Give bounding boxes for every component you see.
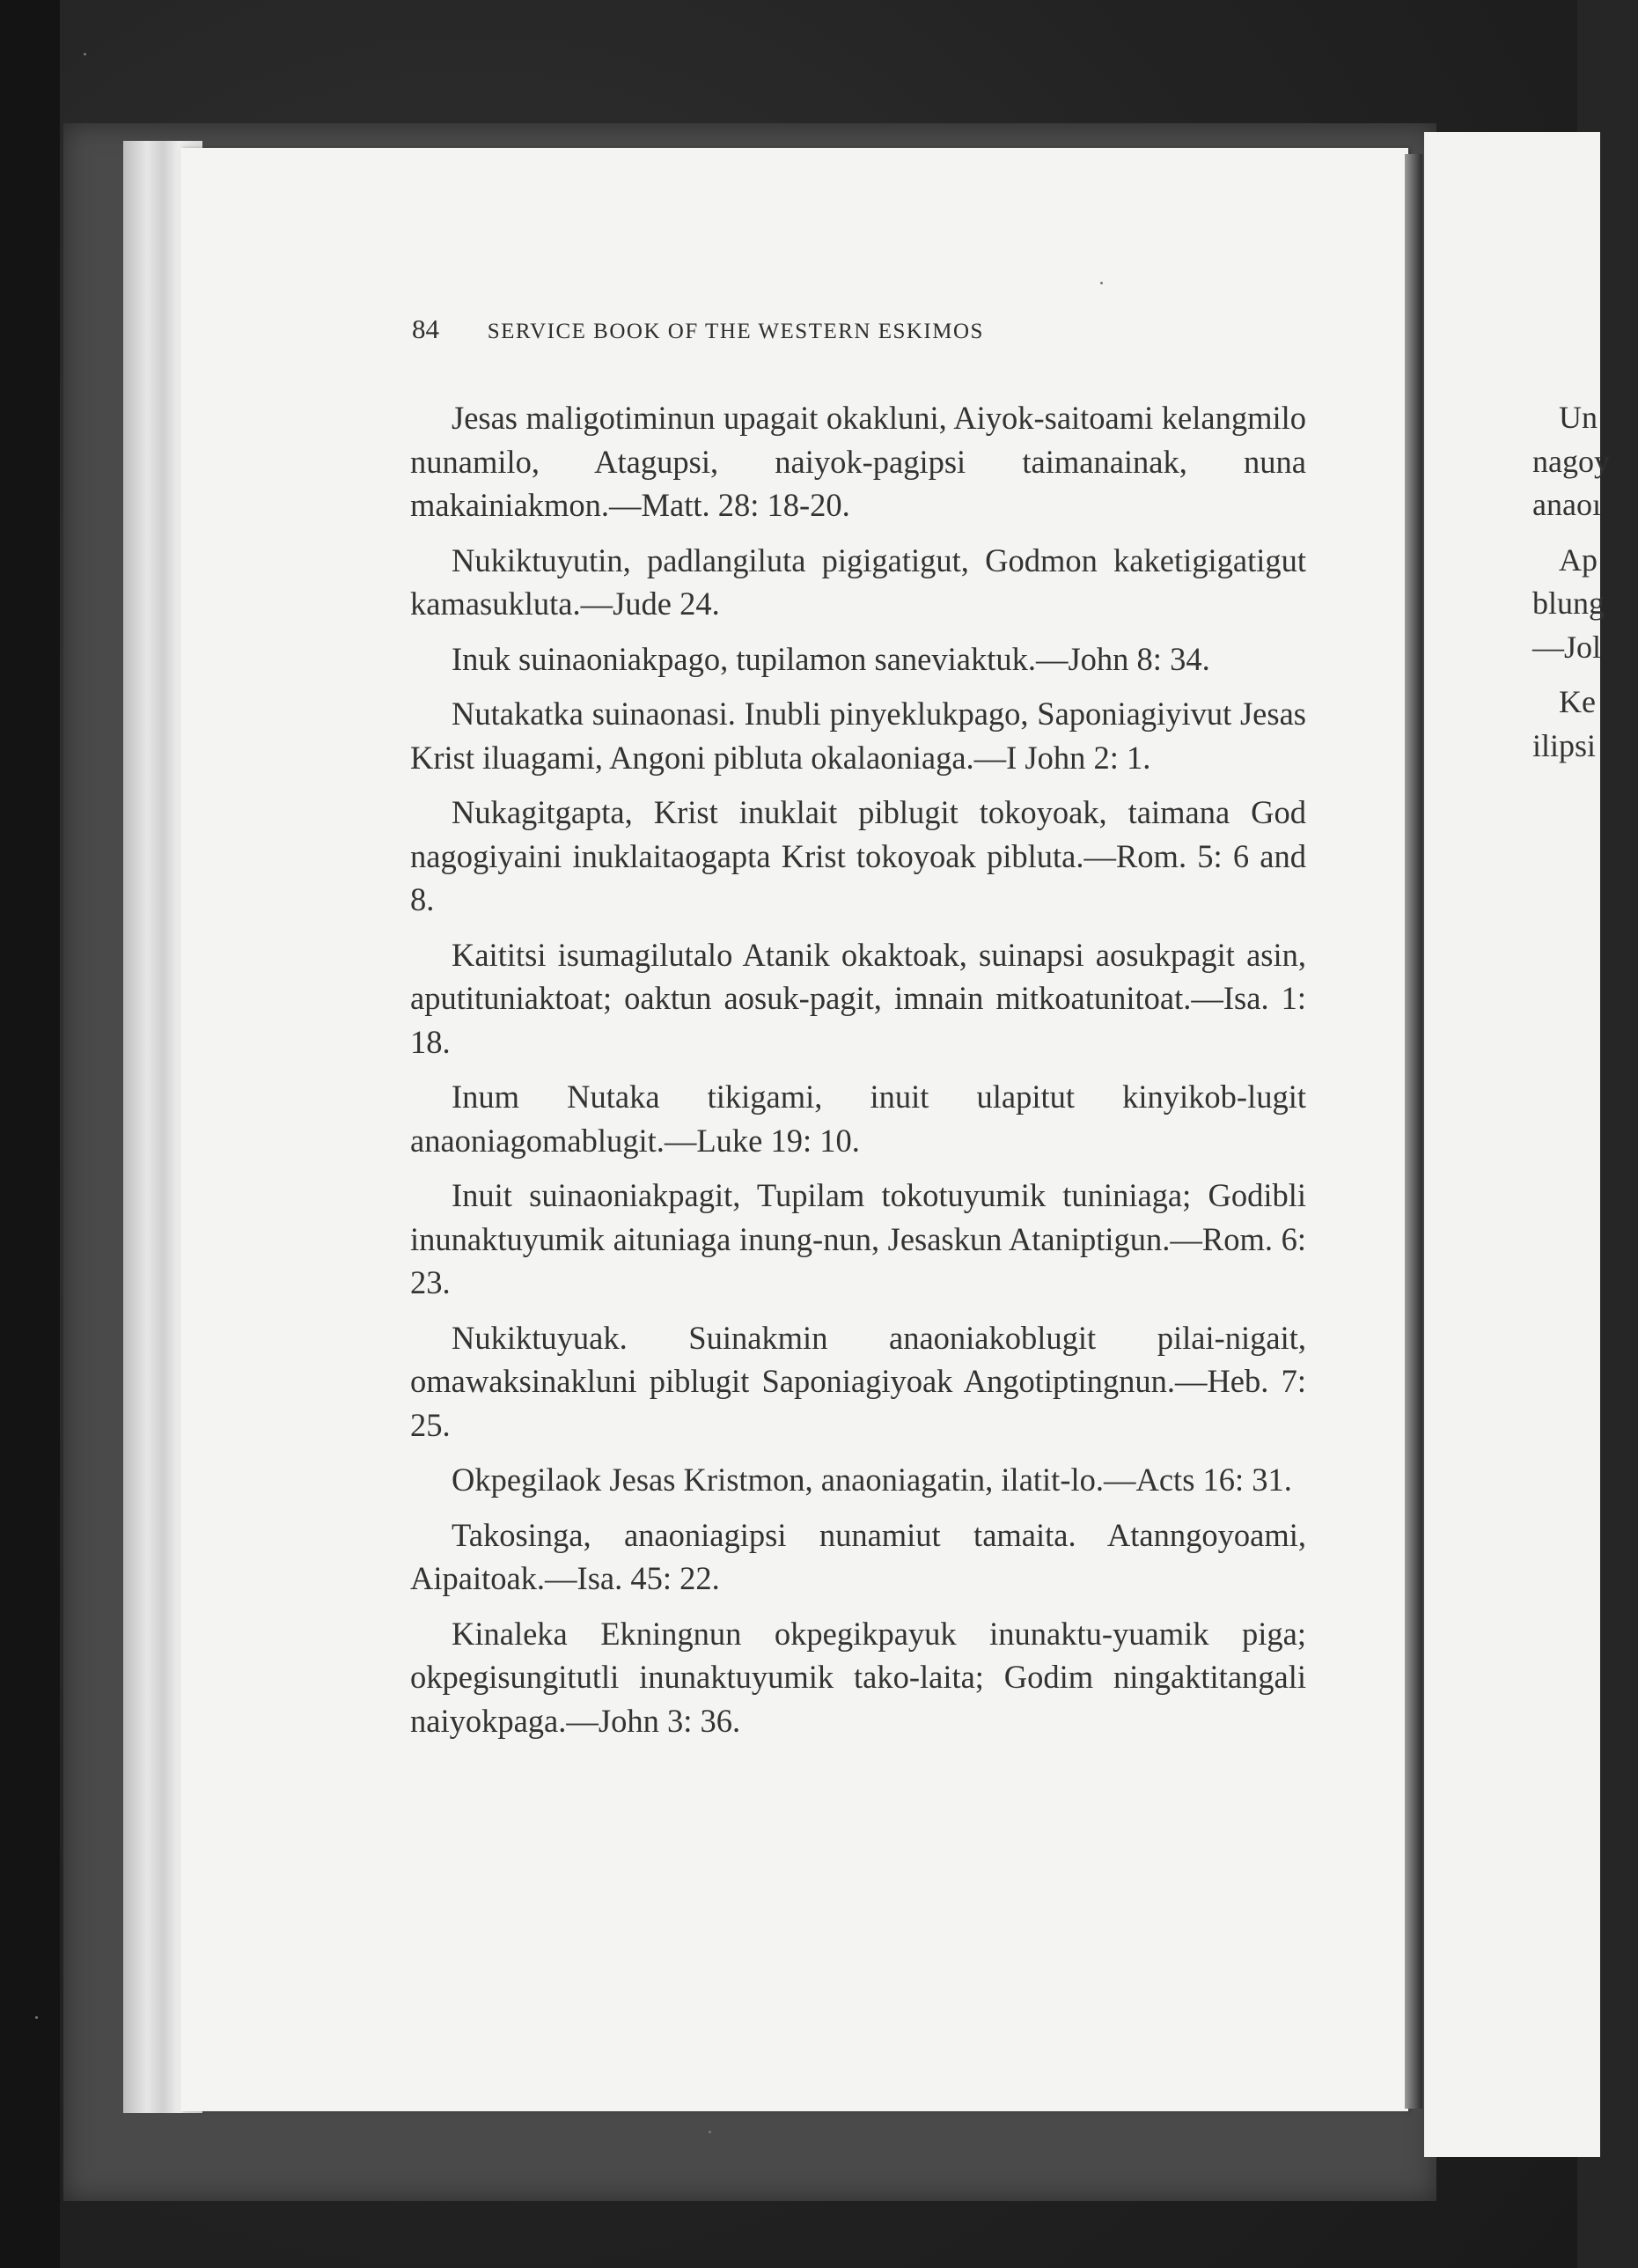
paragraph: Takosinga, anaoniagipsi nunamiut tamaita. Atanngoyoami, Aipaitoak.—Isa. 45: 22. [410, 1516, 1306, 1596]
facing-fragment: —Jol [1532, 629, 1602, 665]
page-body [410, 396, 1306, 1754]
paragraph: Jesas maligotiminun upagait okakluni, Aiyok-saitoami kelangmilo nunamilo, Atagupsi, naiyok-pagipsi taimanainak, nuna makainiakmon.—Matt. 28: 18-20. [410, 400, 1306, 523]
paragraph: Nutakatka suinaonasi. Inubli pinyeklukpago, Saponiagiyivut Jesas Krist iluagami, Angoni pibluta okalaoniaga.—I John 2: 1. [410, 696, 1306, 776]
dust-speck [709, 2131, 711, 2133]
paragraph: Nukiktuyuak. Suinakmin anaoniakoblugit pilai-nigait, omawaksinakluni piblugit Saponiagiyoak Angotiptingnun.—Heb. 7: 25. [410, 1319, 1306, 1443]
running-head: SERVICE BOOK OF THE WESTERN ESKIMOS [487, 320, 984, 343]
paragraph: Nukagitgapta, Krist inuklait piblugit tokoyoak, taimana God nagogiyaini inuklaitaogapta Krist tokoyoak pibluta.—Rom. 5: 6 and 8. [410, 794, 1306, 917]
page-header [412, 313, 1204, 349]
paragraph: Okpegilaok Jesas Kristmon, anaoniagatin, ilatit-lo.—Acts 16: 31. [452, 1462, 1292, 1498]
facing-fragment: nagoy [1532, 443, 1610, 479]
facing-fragment: Un [1559, 400, 1598, 435]
facing-fragment: anaoı [1532, 487, 1601, 522]
paragraph: Inuit suinaoniakpagit, Tupilam tokotuyumik tuniniaga; Godibli inunaktuyumik aituniaga inung-nun, Jesaskun Ataniptigun.—Rom. 6: 23. [410, 1177, 1306, 1300]
paragraph: Inum Nutaka tikigami, inuit ulapitut kinyikob-lugit anaoniagomablugit.—Luke 19: 10. [410, 1079, 1306, 1159]
facing-fragment: Ke [1559, 684, 1596, 719]
paragraph: Kinaleka Ekningnun okpegikpayuk inunaktu-yuamik piga; okpegisungitutli inunaktuyumik tako-laita; Godim ningaktitangali naiyokpaga.—John 3: 36. [410, 1615, 1306, 1739]
facing-fragment: Ap [1559, 541, 1598, 578]
paragraph: Nukiktuyutin, padlangiluta pigigatigut, Godmon kaketigigatigut kamasukluta.—Jude 24. [410, 541, 1306, 622]
facing-fragment: blung [1532, 585, 1605, 621]
paragraph: Kaititsi isumagilutalo Atanik okaktoak, suinapsi aosukpagit asin, aputituniaktoat; oaktun aosuk-pagit, imnain mitkoatunitoat.—Isa. 1: 18. [410, 936, 1306, 1060]
facing-fragment: ilipsi [1532, 727, 1597, 763]
dust-speck [1100, 282, 1103, 284]
scan-left-edge [0, 0, 60, 2268]
paragraph: Inuk suinaoniakpago, tupilamon saneviaktuk.—John 8: 34. [452, 640, 1210, 677]
facing-page-text [1532, 396, 1638, 768]
page-number: 84 [412, 313, 439, 344]
book-gutter [1405, 154, 1422, 2109]
dust-speck [35, 2016, 38, 2019]
dust-speck [84, 53, 86, 55]
